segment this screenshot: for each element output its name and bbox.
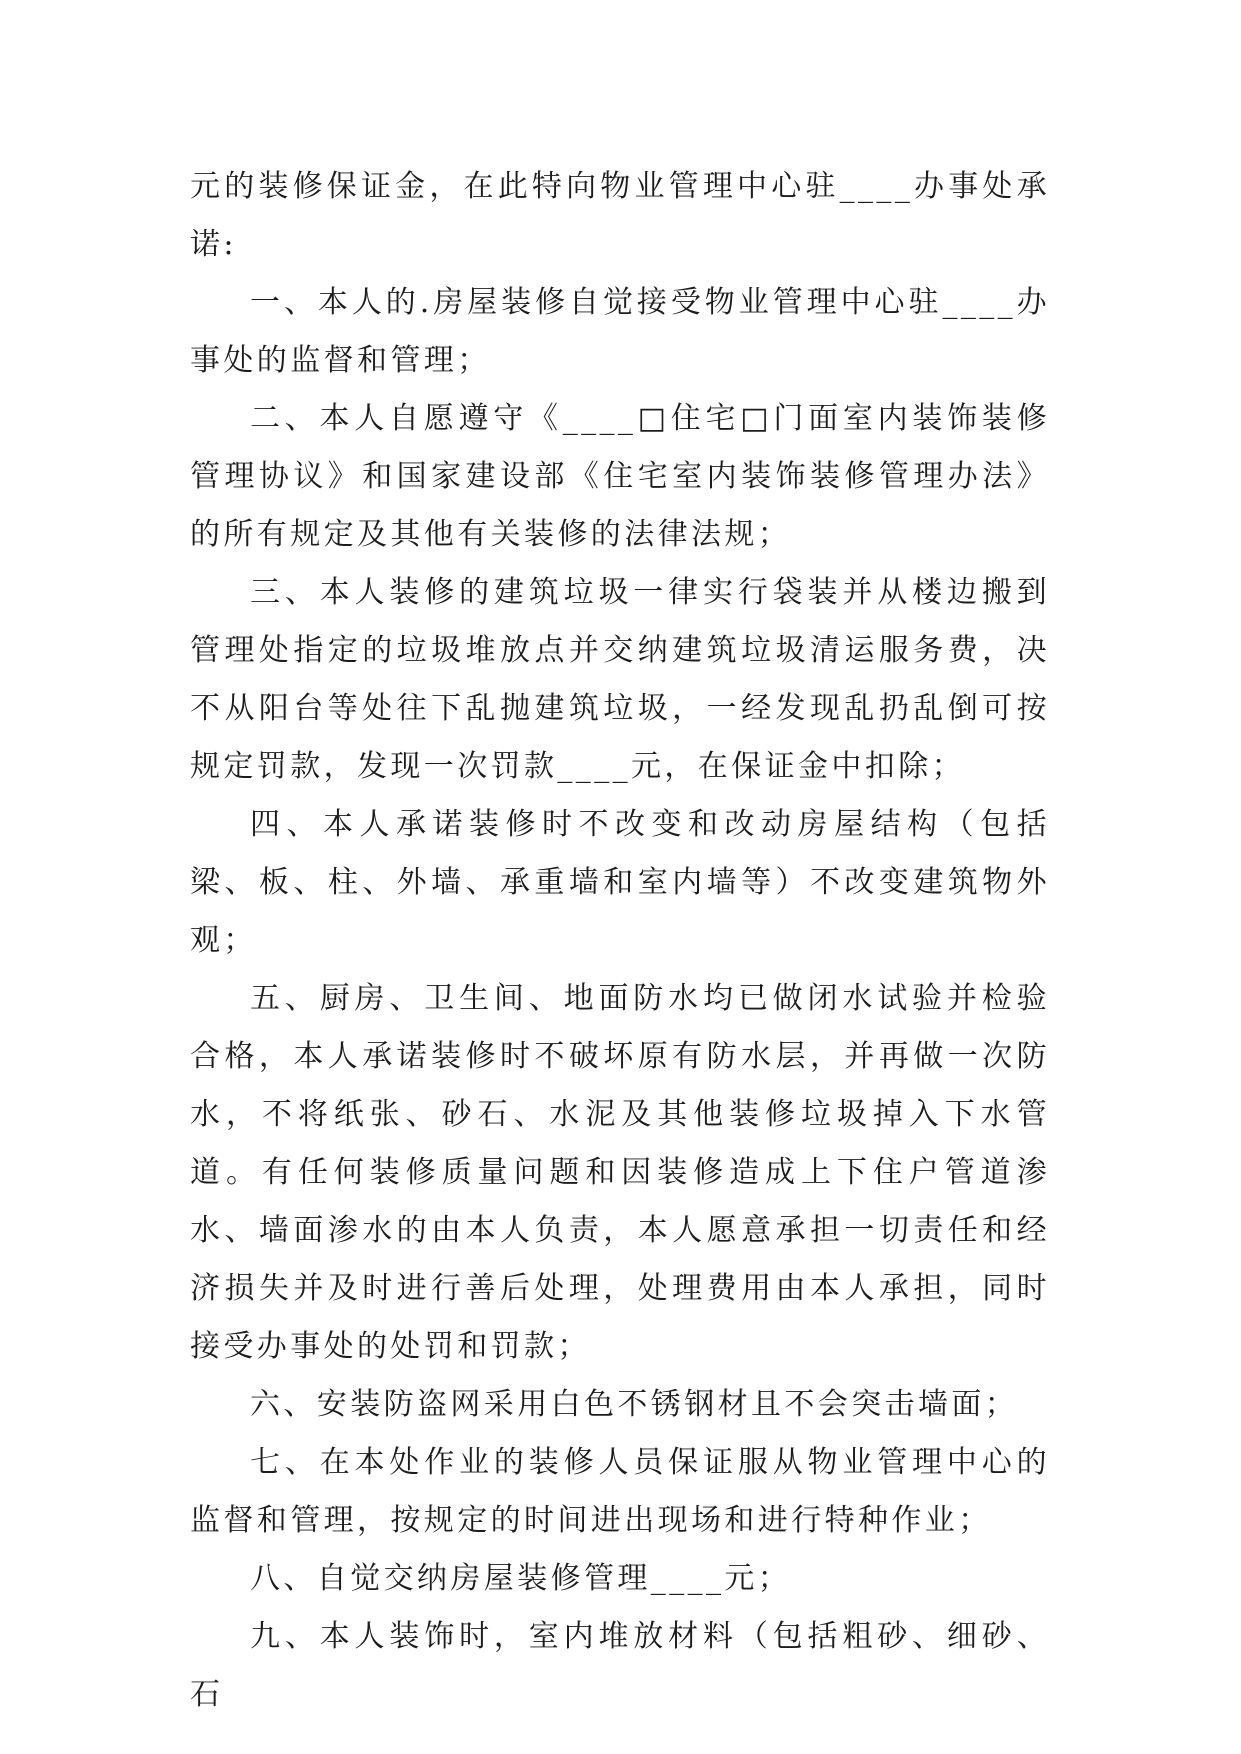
document-body bbox=[190, 158, 1050, 1724]
paragraph-clause-4: 四、本人承诺装修时不改变和改动房屋结构（包括梁、板、柱、外墙、承重墙和室内墙等）不改变建筑物外观； bbox=[190, 807, 1050, 958]
paragraph-clause-8: 八、自觉交纳房屋装修管理____元； bbox=[250, 1561, 792, 1596]
paragraph-clause-3: 三、本人装修的建筑垃圾一律实行袋装并从楼边搬到管理处指定的垃圾堆放点并交纳建筑垃圾清运服务费，决不从阳台等处往下乱抛建筑垃圾，一经发现乱扔乱倒可按规定罚款，发现一次罚款____元，在保证金中扣除； bbox=[190, 575, 1050, 784]
paragraph-deposit-intro: 元的装修保证金，在此特向物业管理中心驻____办事处承诺: bbox=[190, 169, 1050, 262]
paragraph-clause-7: 七、在本处作业的装修人员保证服从物业管理中心的监督和管理，按规定的时间进出现场和进行特种作业； bbox=[190, 1445, 1050, 1538]
paragraph-clause-9: 九、本人装饰时，室内堆放材料（包括粗砂、细砂、石 bbox=[190, 1619, 1050, 1712]
paragraph-clause-5: 五、厨房、卫生间、地面防水均已做闭水试验并检验合格，本人承诺装修时不破坏原有防水层，并再做一次防水，不将纸张、砂石、水泥及其他装修垃圾掉入下水管道。有任何装修质量问题和因装修造成上下住户管道渗水、墙面渗水的由本人负责，本人愿意承担一切责任和经济损失并及时进行善后处理，处理费用由本人承担，同时接受办事处的处罚和罚款； bbox=[190, 981, 1050, 1364]
paragraph-clause-6: 六、安装防盗网采用白色不锈钢材且不会突击墙面； bbox=[250, 1387, 1019, 1422]
paragraph-clause-1: 一、本人的.房屋装修自觉接受物业管理中心驻____办事处的监督和管理； bbox=[190, 285, 1050, 378]
paragraph-clause-2: 二、本人自愿遵守《____□住宅□门面室内装饰装修管理协议》和国家建设部《住宅室内装饰装修管理办法》的所有规定及其他有关装修的法律法规； bbox=[190, 401, 1050, 552]
